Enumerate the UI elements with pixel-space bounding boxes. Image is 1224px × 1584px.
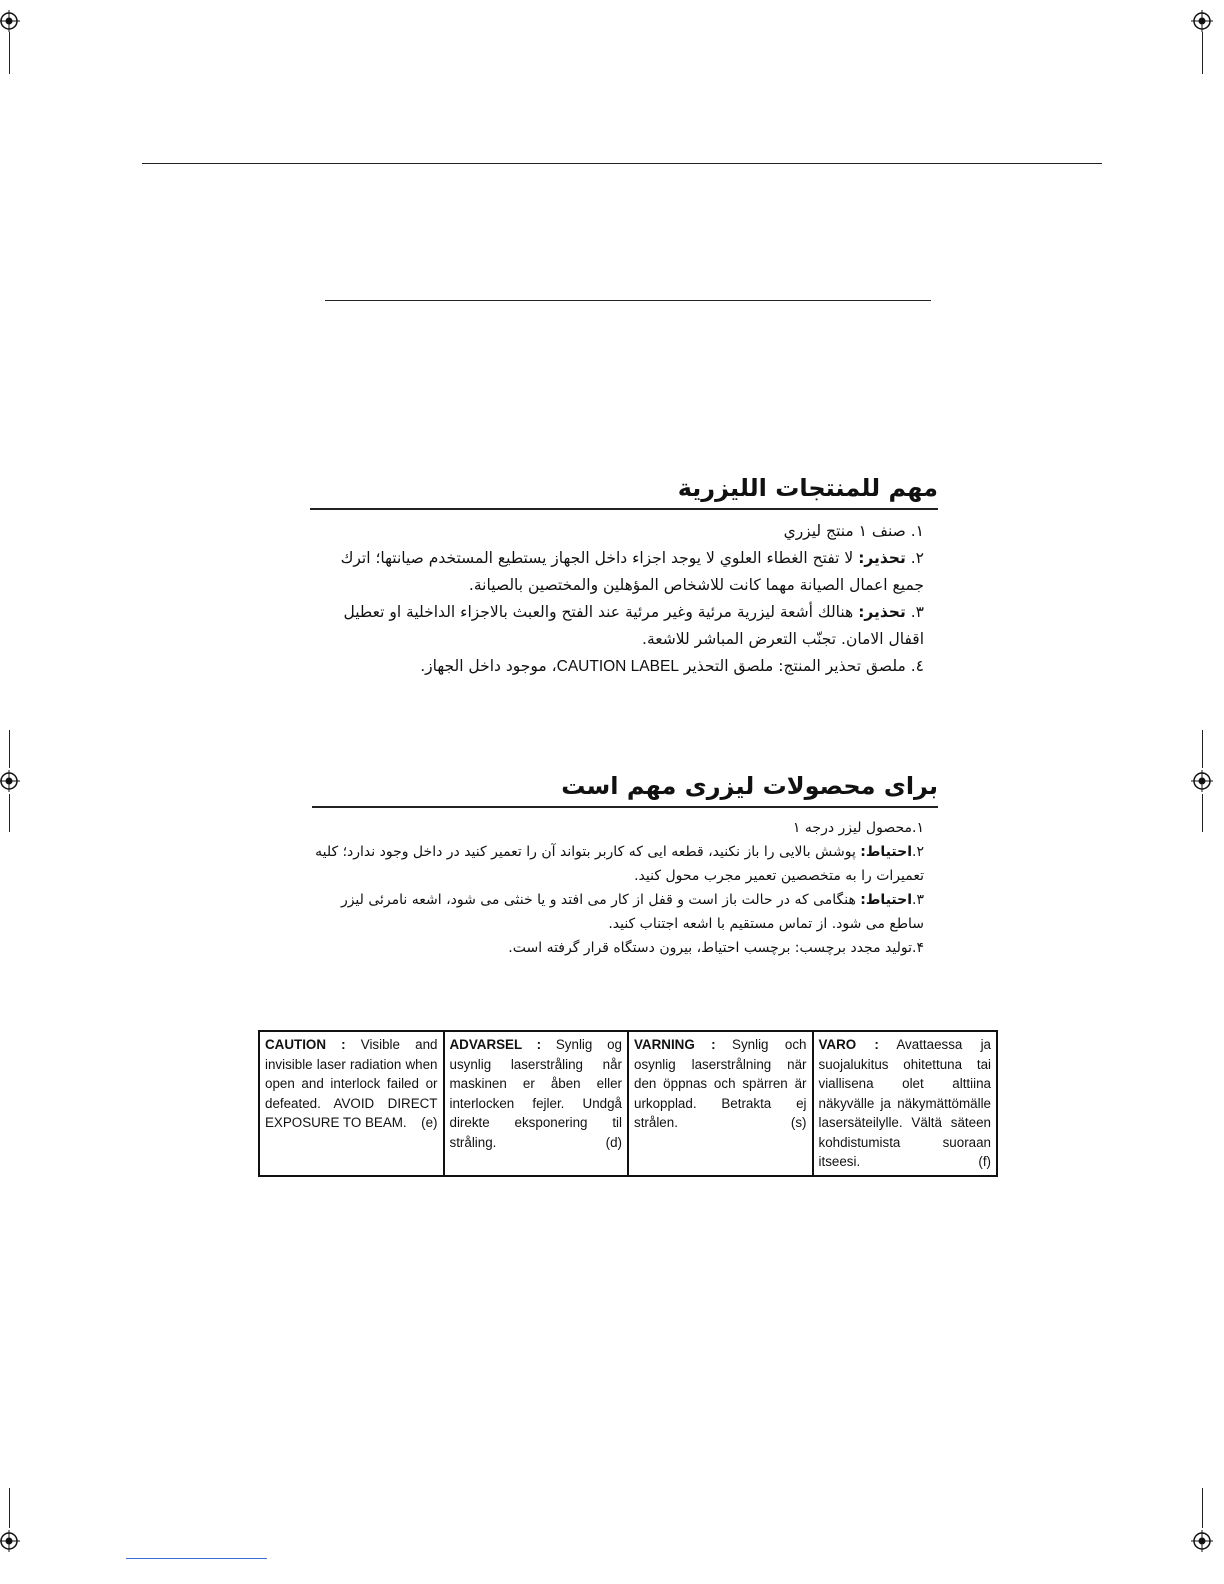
- registration-mark-icon: [1191, 10, 1213, 32]
- caution-cell-swedish: VARNING : Synlig och osynlig laserstrålning när den öppnas och spärren är urkopplad. Betrakta ej strålen. (s): [628, 1031, 813, 1176]
- list-item: ٢. تحذير: لا تفتح الغطاء العلوي لا يوجد اجزاء داخل الجهاز يستطيع المستخدم صيانتها؛ اترك جميع اعمال الصيانة مهما كانت للاشخاص المؤهلين والمختصين بالصيانة.: [340, 549, 924, 594]
- caution-cell-danish: ADVARSEL : Synlig og usynlig laserstråling når maskinen er åben eller interlocken fejler. Undgå direkte eksponering til stråling. (d): [444, 1031, 629, 1176]
- list-item: ٤. ملصق تحذير المنتج: ملصق التحذير CAUTION LABEL، موجود داخل الجهاز.: [420, 657, 924, 675]
- arabic-section-title: مهم للمنتجات الليزرية: [310, 474, 938, 510]
- arabic-item-list: [310, 518, 938, 680]
- crop-mark: [9, 730, 10, 768]
- registration-mark-icon: [0, 10, 20, 32]
- subheader-rule: [325, 300, 931, 301]
- caution-label-table: [258, 1030, 998, 1177]
- crop-mark: [9, 794, 10, 832]
- footer-rule: [126, 1558, 267, 1559]
- caution-cell-finnish: VARO : Avattaessa ja suojalukitus ohitettuna tai viallisena olet alttiina näkyvälle ja näkymättömälle lasersäteilylle. Vältä säteen kohdistumista suoraan itseesi. (f): [813, 1031, 998, 1176]
- language-code: (d): [605, 1134, 622, 1150]
- crop-mark: [9, 1488, 10, 1528]
- list-item: ١. صنف ١ منتج ليزري: [783, 522, 924, 540]
- caution-keyword: احتياط:: [860, 892, 913, 908]
- caution-label-term: CAUTION LABEL: [556, 658, 679, 675]
- registration-mark-icon: [0, 1530, 20, 1552]
- persian-item-list: [312, 816, 938, 960]
- language-code: (s): [790, 1115, 807, 1130]
- list-item: ٣. تحذير: هنالك أشعة ليزرية مرئية وغير مرئية عند الفتح والعبث بالاجزاء الداخلية او تعطيل اقفال الامان. تجنّب التعرض المباشر للاشعة.: [343, 603, 924, 648]
- crop-mark: [1202, 794, 1203, 832]
- header-rule: [142, 163, 1102, 164]
- registration-mark-icon: [0, 770, 20, 792]
- persian-laser-section: [312, 772, 938, 960]
- crop-mark: [1202, 32, 1203, 74]
- arabic-laser-section: [310, 474, 938, 680]
- caution-cell-english: CAUTION : Visible and invisible laser radiation when open and interlock failed or defeated. AVOID DIRECT EXPOSURE TO BEAM. (e): [259, 1031, 444, 1176]
- caution-keyword: احتياط:: [860, 844, 913, 860]
- registration-mark-icon: [1191, 1530, 1213, 1552]
- list-item: ۲.احتياط: پوشش بالايی را باز نكنيد، قطعه ايی كه كاربر بتواند آن را تعمير كنيد در داخل وجود ندارد؛ كليه تعميرات را به متخصصين تعمير مجرب محول كنيد.: [315, 844, 924, 884]
- warning-keyword: تحذير:: [858, 603, 906, 621]
- language-code: (f): [978, 1154, 991, 1169]
- persian-section-title: برای محصولات ليزری مهم است: [312, 772, 938, 808]
- crop-mark: [1202, 1488, 1203, 1528]
- registration-mark-icon: [1191, 770, 1213, 792]
- language-code: (e): [421, 1115, 438, 1130]
- list-item: ۴.توليد مجدد برچسب: برچسب احتياط، بيرون دستگاه قرار گرفته است.: [508, 940, 924, 956]
- warning-keyword: تحذير:: [858, 549, 906, 567]
- list-item: ۳.احتياط: هنگامی كه در حالت باز است و قفل از كار می افتد و يا خنثی می شود، اشعه نامرئی ليزر ساطع می شود. از تماس مستقيم با اشعه اجتناب كنيد.: [340, 892, 924, 932]
- list-item: ۱.محصول ليزر درجه ۱: [792, 820, 924, 836]
- crop-mark: [1202, 730, 1203, 768]
- crop-mark: [9, 32, 10, 74]
